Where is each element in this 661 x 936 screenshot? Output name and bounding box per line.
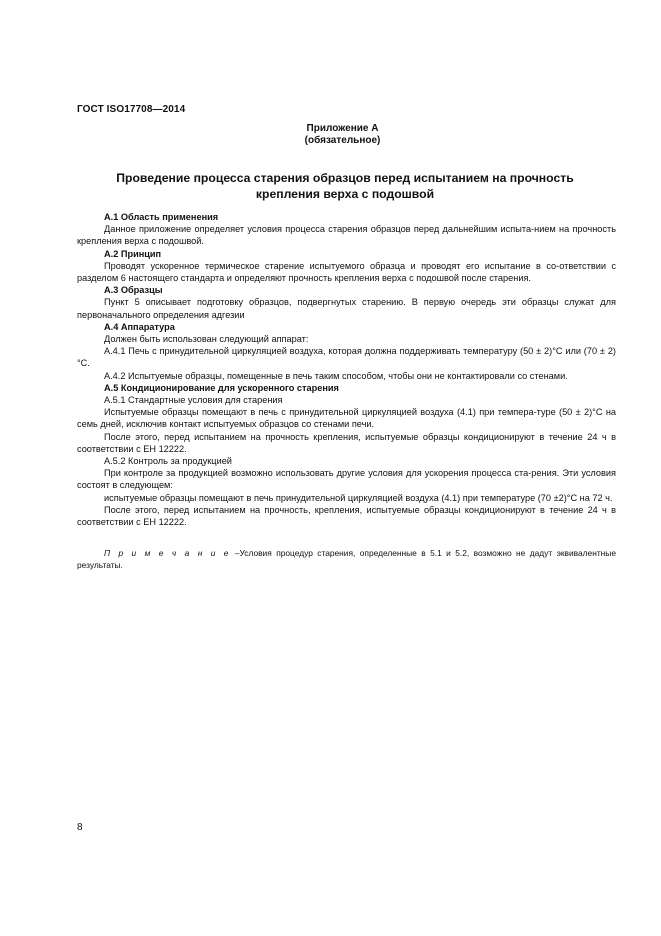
section-heading-a2: А.2 Принцип (104, 248, 162, 259)
paragraph-a5-6: испытуемые образцы помещают в печь принудительной циркуляцией воздуха (4.1) при температуре (70 ±2)°С на 72 ч. (104, 492, 613, 503)
page-title-line-2: крепления верха с подошвой (255, 187, 435, 201)
appendix-type: (обязательное) (304, 135, 381, 146)
paragraph-a5-1: А.5.1 Стандартные условия для старения (104, 395, 283, 406)
paragraph-a5-4: А.5.2 Контроль за продукцией (104, 456, 232, 467)
section-heading-a5: А.5 Кондиционирование для ускоренного старения (104, 382, 339, 393)
paragraph-a1-1: Данное приложение определяет условия процесса старения образцов перед дальнейшим испыта-нием на прочность крепления верха с подошвой. (77, 224, 616, 247)
section-heading-a4: А.4 Аппаратура (104, 321, 175, 332)
paragraph-a4-2: А.4.1 Печь с принудительной циркуляцией воздуха, которая должна поддерживать температуру (50 ± 2)°С или (70 ± 2)°С. (77, 346, 616, 369)
document-body (77, 211, 616, 571)
paragraph-a4-3: А.4.2 Испытуемые образцы, помещенные в печь таким способом, чтобы они не контактировали со стенами. (104, 370, 568, 381)
section-heading-a1: А.1 Область применения (104, 212, 219, 222)
page-title (77, 170, 613, 202)
page-number: 8 (77, 822, 83, 833)
paragraph-a5-3: После этого, перед испытанием на прочность крепления, испытуемые образцы кондиционируют в течение 24 ч в соответствии с ЕН 12222. (77, 431, 616, 454)
appendix-heading (0, 123, 661, 147)
paragraph-a4-1: Должен быть использован следующий аппарат: (104, 334, 309, 345)
paragraph-a5-7: После этого, перед испытанием на прочность, крепления, испытуемые образцы кондиционируют в течение 24 ч в соответствии с ЕН 12222. (77, 504, 616, 528)
appendix-label: Приложение А (306, 123, 379, 134)
note-label: П р и м е ч а н и е (104, 548, 231, 559)
note-text: –Условия процедур старения, определенные в 5.1 и 5.2, возможно не дадут эквивалентные результаты. (77, 548, 616, 570)
paragraph-a5-5: При контроле за продукцией возможно использовать другие условия для ускорения процесса ста-рения. Эти условия состоят в следующем: (77, 468, 616, 491)
note (77, 548, 616, 571)
paragraph-a3-1: Пункт 5 описывает подготовку образцов, подвергнутых старению. В первую очередь эти образцы служат для первоначального определения адгезии (77, 297, 616, 320)
section-heading-a3: А.3 Образцы (104, 285, 163, 296)
paragraph-a5-2: Испытуемые образцы помещают в печь с принудительной циркуляцией воздуха (4.1) при темпера-туре (50 ± 2)°С на семь дней, исключив контакт испытуемых образцов со стенами печи. (77, 407, 616, 430)
page-title-line-1: Проведение процесса старения образцов перед испытанием на прочность (116, 171, 574, 185)
document-code: ГОСТ ISO17708—2014 (77, 104, 186, 115)
paragraph-a2-1: Проводят ускоренное термическое старение испытуемого образца и проводят его испытание в со-ответствии с разделом 6 настоящего стандарта и определяют прочность крепления верха с подошвой после старения. (77, 260, 616, 284)
